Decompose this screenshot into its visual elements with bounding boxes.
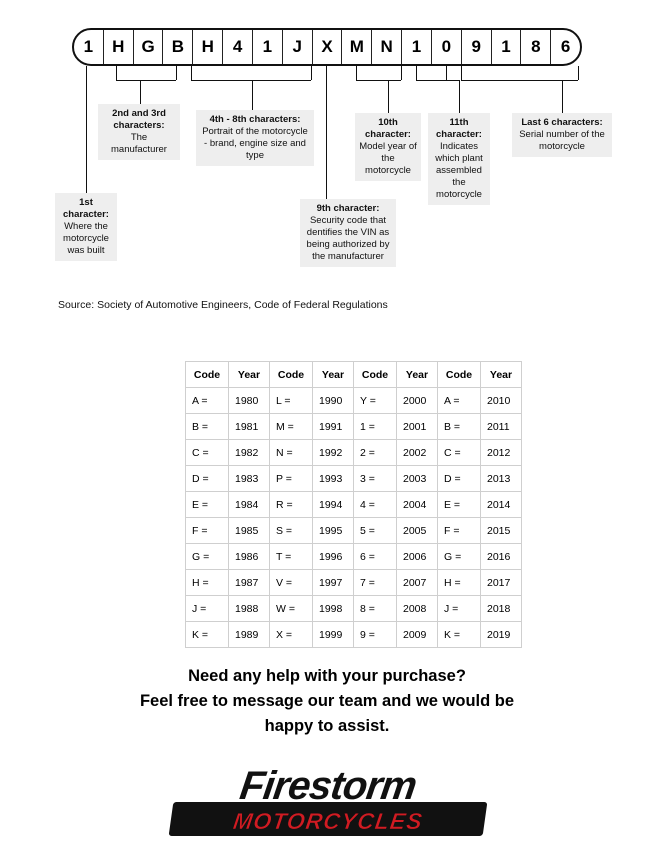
code-cell: M = [270, 414, 313, 440]
year-cell: 1980 [229, 388, 270, 414]
vin-char: N [372, 30, 402, 64]
table-row [186, 466, 522, 492]
callout-last-six-characters [512, 113, 612, 157]
leader-line [401, 66, 402, 80]
leader-line [578, 66, 579, 80]
column-header: Code [438, 362, 481, 388]
table-header-row [186, 362, 522, 388]
year-code-table-body [186, 388, 522, 648]
vin-char: H [193, 30, 223, 64]
callout-body: Where the motorcycle was built [63, 221, 109, 256]
vin-char: 1 [253, 30, 283, 64]
year-cell: 1993 [313, 466, 354, 492]
vin-char: M [342, 30, 372, 64]
code-cell: P = [270, 466, 313, 492]
vin-char: 1 [492, 30, 522, 64]
vin-char: G [134, 30, 164, 64]
leader-line [191, 66, 192, 80]
year-cell: 2006 [397, 544, 438, 570]
year-cell: 1999 [313, 622, 354, 648]
vin-char: H [104, 30, 134, 64]
callout-body: Portrait of the motorcycle - brand, engine size and type [202, 126, 308, 161]
code-cell: 1 = [354, 414, 397, 440]
logo-brand-name: Firestorm [237, 764, 419, 808]
year-cell: 1998 [313, 596, 354, 622]
year-code-table-wrapper [185, 361, 522, 648]
leader-line [116, 80, 176, 81]
table-row [186, 388, 522, 414]
year-cell: 1997 [313, 570, 354, 596]
callout-heading: Last 6 characters: [521, 117, 603, 128]
leader-line [446, 66, 447, 80]
year-cell: 1996 [313, 544, 354, 570]
code-cell: S = [270, 518, 313, 544]
code-cell: C = [186, 440, 229, 466]
callout-first-character [55, 193, 117, 261]
column-header: Year [229, 362, 270, 388]
code-cell: D = [186, 466, 229, 492]
column-header: Year [397, 362, 438, 388]
year-cell: 2008 [397, 596, 438, 622]
table-row [186, 518, 522, 544]
year-cell: 2013 [481, 466, 522, 492]
year-cell: 1985 [229, 518, 270, 544]
callout-ninth-character [300, 199, 396, 267]
code-cell: K = [186, 622, 229, 648]
code-cell: L = [270, 388, 313, 414]
vin-character-bar [72, 28, 582, 66]
callout-eleventh-character [428, 113, 490, 205]
vin-char: 9 [462, 30, 492, 64]
year-code-table [185, 361, 522, 648]
year-cell: 1984 [229, 492, 270, 518]
leader-line [416, 80, 446, 81]
column-header: Year [481, 362, 522, 388]
code-cell: J = [438, 596, 481, 622]
year-cell: 2007 [397, 570, 438, 596]
year-cell: 2003 [397, 466, 438, 492]
callout-heading: 10th character: [365, 117, 411, 140]
code-cell: F = [186, 518, 229, 544]
code-cell: H = [438, 570, 481, 596]
year-cell: 1983 [229, 466, 270, 492]
help-line-2: Feel free to message our team and we would be [139, 692, 515, 710]
table-row [186, 544, 522, 570]
code-cell: G = [186, 544, 229, 570]
year-cell: 2000 [397, 388, 438, 414]
year-cell: 1991 [313, 414, 354, 440]
leader-line [176, 66, 177, 80]
year-cell: 2019 [481, 622, 522, 648]
leader-line [356, 80, 401, 81]
leader-line [461, 66, 462, 80]
callout-second-third-characters [98, 104, 180, 160]
code-cell: T = [270, 544, 313, 570]
code-cell: R = [270, 492, 313, 518]
vin-char: 0 [432, 30, 462, 64]
year-cell: 1986 [229, 544, 270, 570]
year-cell: 1987 [229, 570, 270, 596]
vin-char: 8 [521, 30, 551, 64]
code-cell: 5 = [354, 518, 397, 544]
year-cell: 2002 [397, 440, 438, 466]
source-note: Source: Society of Automotive Engineers, Code of Federal Regulations [58, 299, 388, 311]
table-row [186, 570, 522, 596]
year-cell: 1992 [313, 440, 354, 466]
callout-body: Serial number of the motorcycle [519, 129, 605, 152]
year-cell: 2010 [481, 388, 522, 414]
vin-char: 6 [560, 37, 571, 56]
code-cell: C = [438, 440, 481, 466]
column-header: Code [354, 362, 397, 388]
code-cell: 3 = [354, 466, 397, 492]
column-header: Code [186, 362, 229, 388]
firestorm-motorcycles-logo [163, 762, 493, 842]
year-cell: 1990 [313, 388, 354, 414]
year-cell: 2004 [397, 492, 438, 518]
code-cell: 6 = [354, 544, 397, 570]
year-cell: 1995 [313, 518, 354, 544]
leader-line [116, 66, 117, 80]
leader-line [416, 66, 417, 80]
table-row [186, 596, 522, 622]
leader-line [326, 66, 327, 199]
code-cell: A = [186, 388, 229, 414]
vin-char: 1 [402, 30, 432, 64]
code-cell: K = [438, 622, 481, 648]
year-cell: 2012 [481, 440, 522, 466]
vin-diagram [0, 0, 654, 300]
help-line-1: Need any help with your purchase? [188, 667, 466, 685]
table-row [186, 414, 522, 440]
code-cell: 8 = [354, 596, 397, 622]
leader-line [86, 66, 87, 88]
callout-body: The manufacturer [111, 132, 167, 155]
column-header: Code [270, 362, 313, 388]
code-cell: G = [438, 544, 481, 570]
code-cell: X = [270, 622, 313, 648]
table-row [186, 492, 522, 518]
leader-line [446, 80, 459, 81]
leader-line [191, 80, 311, 81]
year-cell: 1994 [313, 492, 354, 518]
code-cell: Y = [354, 388, 397, 414]
code-cell: H = [186, 570, 229, 596]
leader-line [562, 80, 563, 113]
year-cell: 2015 [481, 518, 522, 544]
callout-body: Security code that dentifies the VIN as being authorized by the manufacturer [306, 215, 390, 262]
callout-heading: 4th - 8th characters: [209, 114, 301, 125]
help-line-3: happy to assist. [264, 717, 390, 735]
vin-char: 1 [74, 30, 104, 64]
year-cell: 2014 [481, 492, 522, 518]
callout-tenth-character [355, 113, 421, 181]
code-cell: E = [438, 492, 481, 518]
code-cell: A = [438, 388, 481, 414]
code-cell: 9 = [354, 622, 397, 648]
leader-line [86, 88, 87, 193]
year-cell: 2018 [481, 596, 522, 622]
code-cell: 4 = [354, 492, 397, 518]
vin-char: 4 [223, 30, 253, 64]
leader-line [461, 80, 578, 81]
logo-subtitle: MOTORCYCLES [231, 808, 425, 834]
leader-line [311, 66, 312, 80]
code-cell: J = [186, 596, 229, 622]
year-cell: 1982 [229, 440, 270, 466]
leader-line [388, 80, 389, 113]
code-cell: N = [270, 440, 313, 466]
code-cell: D = [438, 466, 481, 492]
callout-heading: 2nd and 3rd characters: [112, 108, 166, 131]
callout-heading: 1st character: [63, 197, 109, 220]
callout-heading: 9th character: [316, 203, 380, 214]
code-cell: V = [270, 570, 313, 596]
year-cell: 2016 [481, 544, 522, 570]
code-cell: F = [438, 518, 481, 544]
year-cell: 2001 [397, 414, 438, 440]
code-cell: B = [438, 414, 481, 440]
code-cell: 7 = [354, 570, 397, 596]
year-cell: 2009 [397, 622, 438, 648]
vin-char: J [283, 30, 313, 64]
code-cell: E = [186, 492, 229, 518]
year-cell: 2005 [397, 518, 438, 544]
callout-heading: 11th character: [436, 117, 482, 140]
leader-line [459, 80, 460, 113]
table-row [186, 622, 522, 648]
year-cell: 1989 [229, 622, 270, 648]
vin-char: B [163, 30, 193, 64]
leader-line [252, 80, 253, 110]
code-cell: W = [270, 596, 313, 622]
year-cell: 2011 [481, 414, 522, 440]
table-row [186, 440, 522, 466]
year-cell: 1988 [229, 596, 270, 622]
year-cell: 1981 [229, 414, 270, 440]
code-cell: 2 = [354, 440, 397, 466]
callout-body: Indicates which plant assembled the motorcycle [435, 141, 483, 200]
column-header: Year [313, 362, 354, 388]
year-cell: 2017 [481, 570, 522, 596]
code-cell: B = [186, 414, 229, 440]
callout-fourth-eighth-characters [196, 110, 314, 166]
leader-line [356, 66, 357, 80]
help-message [0, 664, 654, 739]
leader-line [140, 80, 141, 104]
vin-char: X [313, 30, 343, 64]
callout-body: Model year of the motorcycle [359, 141, 417, 176]
